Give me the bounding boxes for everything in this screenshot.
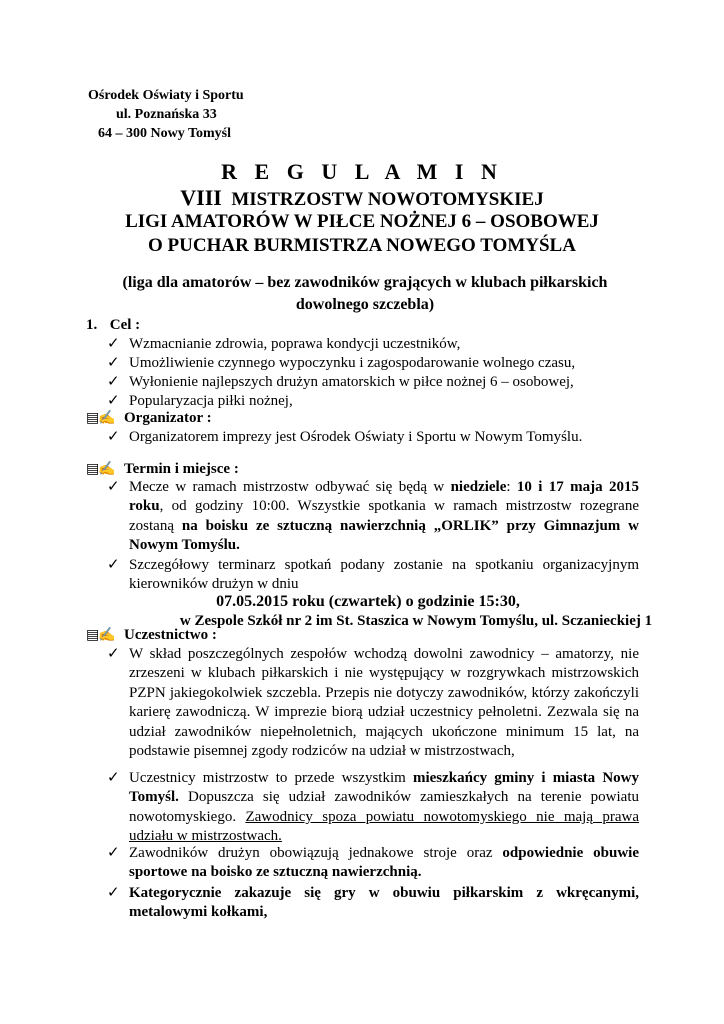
checkmark-icon: ✓: [107, 479, 120, 495]
title-roman-numeral: VIII: [180, 185, 222, 210]
uczestnictwo-paragraph-2: Uczestnicy mistrzostw to przede wszystkim mieszkańcy gminy i miasta Nowy Tomyśl. Dopuszcza się udział zawodników zamieszkałych na terenie powiatu nowotomyskiego. Zawodnicy spoza powiatu nowotomyskiego nie mają prawa udziału w mistrzostwach.: [129, 770, 640, 845]
title-line-2-text: MISTRZOSTW NOWOTOMYSKIEJ: [231, 189, 544, 210]
document-page: Ośrodek Oświaty i Sportu ul. Poznańska 33 64 – 300 Nowy Tomyśl R E G U L A M I N VIII MISTRZOSTW NOWOTOMYSKIEJ LIGI AMATORÓW W PIŁCE NOŻNEJ 6 – OSOBOWEJ O PUCHAR BURMISTRZA NOWEGO TOMYŚLA (liga dla amatorów – bez zawodników grających w klubach piłkarskich dowolnego szczebla) 1. Cel : ✓ Wzmacnianie zdrowia, poprawa kondycji uczestników, ✓ Umożliwienie czynnego wypoczynku i zagospodarowanie wolnego czasu, ✓ Wyłonienie najlepszych drużyn amatorskich w piłce nożnej 6 – osobowej, ✓ Popularyzacja piłki nożnej, ▤✍ Organizator : ✓ Organizatorem imprezy jest Ośrodek Oświaty i Sportu w Nowym Tomyślu. ▤✍ Termin i miejsce : ✓ Mecze w ramach mistrzostw odbywać się będą w niedziele: 10 i 17 maja 2015 roku, od godziny 10:00. Wszystkie spotkania w ramach mistrzostw rozegrane zostaną na boisku ze sztuczną nawierzchnią „ORLIK” przy Gimnazjum w Nowym Tomyślu. ✓ Szczegółowy terminarz spotkań podany zostanie na spotkaniu organizacyjnym kierowników drużyn w dniu 07.05.2015 roku (czwartek) o godzinie 15:30, w Zespole Szkół nr 2 im St. Staszica w Nowym Tomyślu, ul. Sczanieckiej 1 ▤✍ Uczestnictwo : ✓ W skład poszczególnych zespołów wchodzą dowolni zawodnicy – amatorzy, nie zrzeszeni w klubach piłkarskich i nie występujący w rozgrywkach mistrzowskich PZPN jakiegokolwiek szczebla. Przepis nie dotyczy zawodników, którzy zakończyli karierę zawodniczą. W imprezie biorą udział uczestnicy pełnoletni. Zezwala się na udział zawodników niepełnoletnich, mających ukończone minimum 15 lat, na podstawie pisemnej zgody rodziców na udział w mistrzostwach, ✓ Uczestnicy mistrzostw to przede wszystkim mieszkańcy gminy i miasta Nowy Tomyśl. Dopuszcza się udział zawodników zamieszkałych na terenie powiatu nowotomyskiego. Zawodnicy spoza powiatu nowotomyskiego nie mają prawa udziału w mistrzostwach. ✓ Zawodników drużyn obowiązują jednakowe stroje oraz odpowiednie obuwie sportowe na boisko ze sztuczną nawierzchnią. ✓ Kategorycznie zakazuje się gry w obuwiu piłkarskim z wkręcanymi, metalowymi kołkami,: [0, 0, 724, 1024]
title-line-2: [0, 186, 724, 212]
termin-paragraph-2: Szczegółowy terminarz spotkań podany zostanie na spotkaniu organizacyjnym kierowników drużyn w dniu: [129, 557, 639, 593]
checkmark-icon: ✓: [107, 885, 120, 901]
numbered-list-icon: ▤✍: [86, 411, 115, 426]
numbered-list-icon: ▤✍: [86, 462, 115, 477]
section-title: Organizator :: [124, 410, 212, 426]
checkmark-icon: ✓: [107, 646, 120, 662]
title-line-4: O PUCHAR BURMISTRZA NOWEGO TOMYŚLA: [148, 235, 576, 256]
section-title: Termin i miejsce :: [124, 461, 239, 477]
section-organizator-heading: [86, 409, 212, 428]
letterhead-street: ul. Poznańska 33: [116, 107, 217, 122]
letterhead-org: Ośrodek Oświaty i Sportu: [88, 88, 244, 103]
numbered-list-icon: ▤✍: [86, 628, 115, 643]
section-uczestnictwo-heading: [86, 626, 217, 645]
uczestnictwo-paragraph-4: Kategorycznie zakazuje się gry w obuwiu piłkarskim z wkręcanymi, metalowymi kołkami,: [129, 885, 639, 921]
checkmark-icon: ✓: [107, 355, 120, 371]
checkmark-icon: ✓: [107, 336, 120, 352]
termin-paragraph-1: Mecze w ramach mistrzostw odbywać się będą w niedziele: 10 i 17 maja 2015 roku, od godziny 10:00. Wszystkie spotkania w ramach mistrzostw rozegrane zostaną na boisku ze sztuczną nawierzchnią „ORLIK” przy Gimnazjum w Nowym Tomyślu.: [129, 479, 639, 554]
section-number: 1.: [86, 317, 98, 333]
section-cel-heading: [86, 316, 140, 335]
checkmark-icon: ✓: [107, 845, 120, 861]
letterhead: [88, 86, 244, 143]
meeting-date: 07.05.2015 roku (czwartek) o godzinie 15:30,: [216, 593, 520, 610]
checkmark-icon: ✓: [107, 429, 120, 445]
uczestnictwo-paragraph-1: W skład poszczególnych zespołów wchodzą dowolni zawodnicy – amatorzy, nie zrzeszeni w klubach piłkarskich i nie występujący w rozgrywkach mistrzowskich PZPN jakiegokolwiek szczebla. Przepis nie dotyczy zawodników, którzy zakończyli karierę zawodniczą. W imprezie biorą udział uczestnicy pełnoletni. Zezwala się na udział zawodników niepełnoletnich, mających ukończone minimum 15 lat, na podstawie pisemnej zgody rodziców na udział w mistrzostwach,: [129, 646, 639, 760]
subtitle: (liga dla amatorów – bez zawodników grających w klubach piłkarskich dowolnego szczebla): [122, 274, 608, 313]
uczestnictwo-paragraph-3: Zawodników drużyn obowiązują jednakowe stroje oraz odpowiednie obuwie sportowe na boisko ze sztuczną nawierzchnią.: [129, 845, 639, 881]
section-termin-heading: [86, 460, 239, 479]
checkmark-icon: ✓: [107, 770, 120, 786]
checkmark-icon: ✓: [107, 374, 120, 390]
section-title: Cel :: [109, 317, 141, 333]
meeting-place: w Zespole Szkół nr 2 im St. Staszica w Nowym Tomyślu, ul. Sczanieckiej 1: [179, 613, 653, 629]
title-line-3: LIGI AMATORÓW W PIŁCE NOŻNEJ 6 – OSOBOWEJ: [125, 211, 599, 232]
checkmark-icon: ✓: [107, 557, 120, 573]
document-title: R E G U L A M I N: [221, 159, 503, 184]
section-title: Uczestnictwo :: [124, 627, 217, 643]
letterhead-city: 64 – 300 Nowy Tomyśl: [98, 126, 232, 141]
checkmark-icon: ✓: [107, 393, 120, 409]
